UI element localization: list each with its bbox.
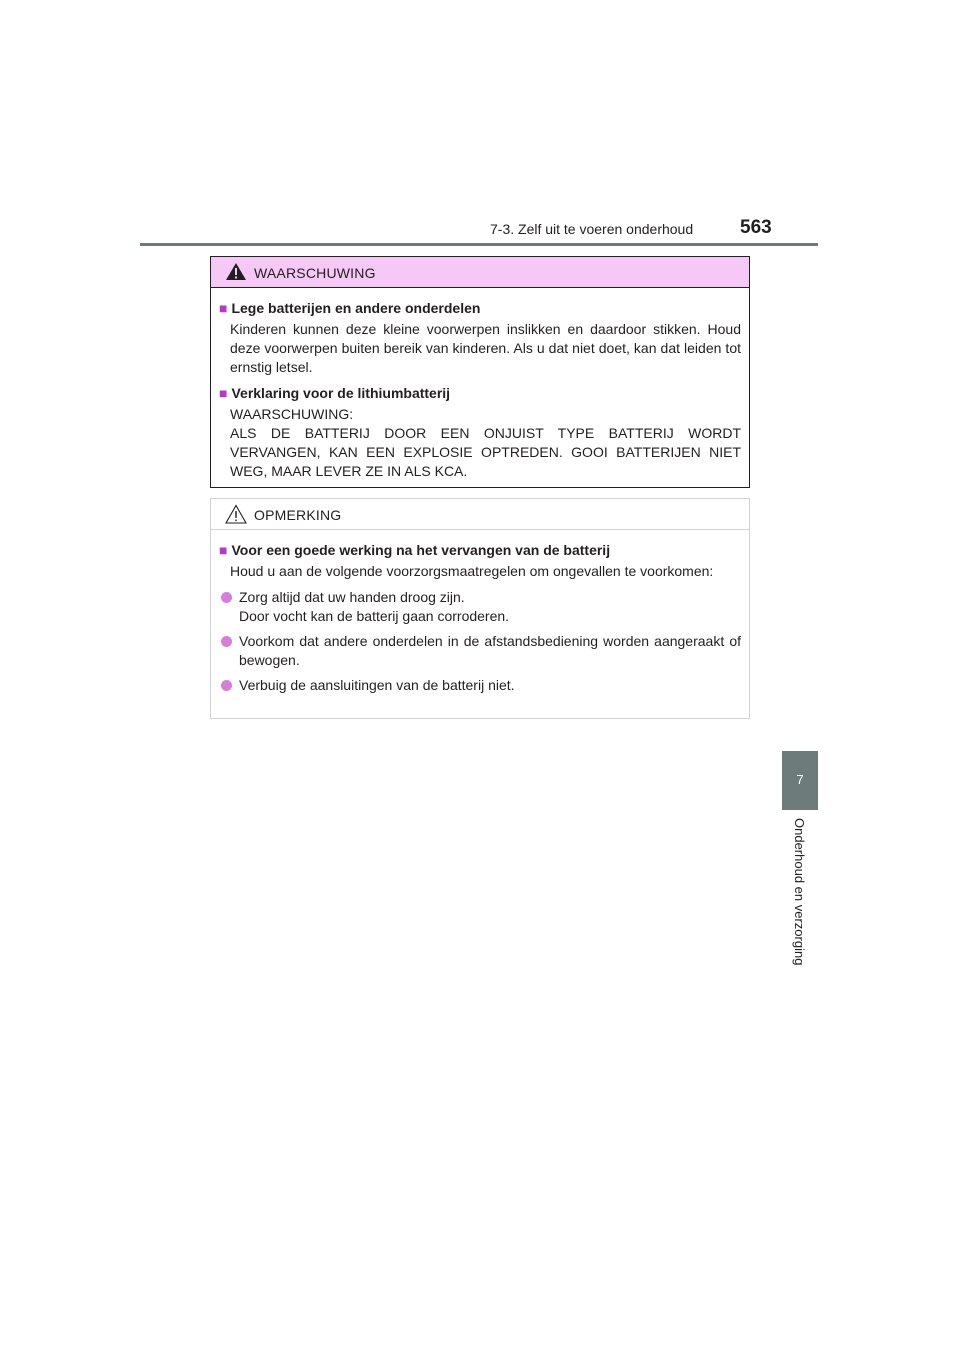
round-bullet-icon: [221, 680, 232, 691]
chapter-number: 7: [796, 772, 804, 787]
notice-heading: [219, 541, 741, 560]
warning-item-heading: [219, 299, 741, 318]
round-bullet-icon: [221, 636, 232, 647]
notice-heading-text: Voor een goede werking na het vervangen van de batterij: [231, 542, 611, 558]
list-item: [221, 632, 741, 670]
chapter-tab: [782, 751, 818, 810]
square-bullet-icon: ■: [219, 300, 228, 316]
square-bullet-icon: ■: [219, 385, 228, 401]
chapter-label: Onderhoud en verzorging: [792, 818, 807, 966]
notice-body: [211, 530, 749, 695]
warning-item-text-line: ALS DE BATTERIJ DOOR EEN ONJUIST TYPE BATTERIJ WORDT VERVANGEN, KAN EEN EXPLOSIE OPTREDEN. GOOI BATTERIJEN NIET WEG, MAAR LEVER ZE IN ALS KCA.: [230, 425, 741, 479]
list-item-text: Voorkom dat andere onderdelen in de afstandsbediening worden aangeraakt of bewogen.: [239, 633, 741, 668]
list-item: [221, 588, 741, 626]
warning-item-text: [230, 405, 741, 481]
caution-triangle-icon: [225, 504, 247, 524]
list-item: [221, 676, 741, 695]
square-bullet-icon: ■: [219, 542, 228, 558]
list-item-text: Zorg altijd dat uw handen droog zijn.: [239, 589, 465, 605]
warning-item-heading-text: Lege batterijen en andere onderdelen: [231, 300, 481, 316]
page-number: 563: [740, 217, 772, 238]
warning-item-heading-text: Verklaring voor de lithiumbatterij: [231, 385, 451, 401]
notice-intro: Houd u aan de volgende voorzorgsmaatregelen om ongevallen te voorkomen:: [230, 563, 714, 579]
section-title: 7-3. Zelf uit te voeren onderhoud: [490, 221, 694, 237]
warning-header: [211, 257, 749, 288]
warning-body: [211, 288, 749, 481]
notice-title: OPMERKING: [254, 507, 342, 523]
chapter-label-container: [785, 818, 815, 988]
list-item-text: Verbuig de aansluitingen van de batterij niet.: [239, 677, 515, 693]
round-bullet-icon: [221, 592, 232, 603]
warning-box: [210, 256, 750, 488]
warning-title: WAARSCHUWING: [254, 265, 376, 281]
notice-box: [210, 498, 750, 719]
notice-header: [211, 499, 749, 530]
header-divider: [140, 243, 818, 246]
warning-triangle-icon: [225, 262, 247, 281]
warning-item-text-line: WAARSCHUWING:: [230, 406, 354, 422]
list-item-text: Door vocht kan de batterij gaan corroderen.: [239, 608, 510, 624]
warning-item-text: Kinderen kunnen deze kleine voorwerpen inslikken en daardoor stikken. Houd deze voorwerpen buiten bereik van kinderen. Als u dat niet doet, kan dat leiden tot ernstig letsel.: [230, 321, 741, 375]
warning-item-heading: [219, 384, 741, 403]
